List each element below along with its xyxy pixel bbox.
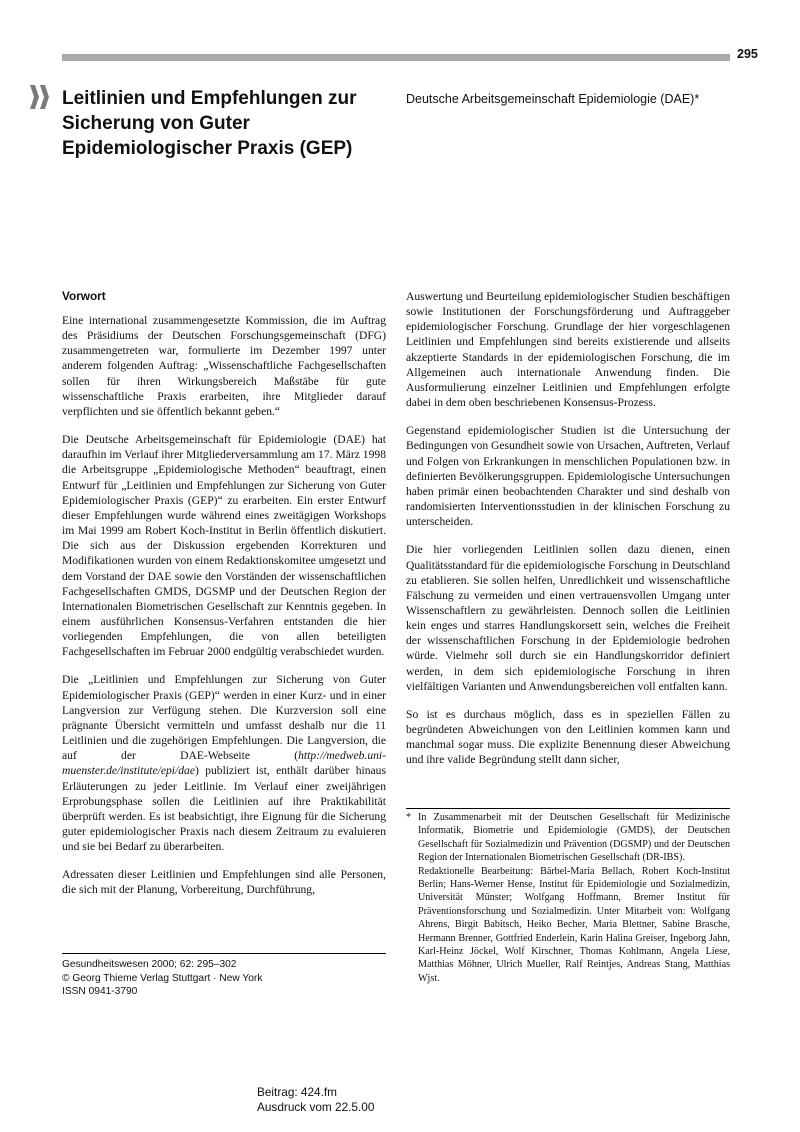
title-line-1: Leitlinien und Empfehlungen zur <box>62 88 357 109</box>
dae-website-link[interactable]: http://medweb.uni-muenster.de/institute/epi/dae <box>62 749 386 778</box>
paragraph: Die Deutsche Arbeitsgemeinschaft für Epidemiologie (DAE) hat daraufhin im Verlauf ihrer Mitgliederversammlung am 17. März 1998 die Arbeitsgruppe „Epidemiologische Methoden“ beauftragt, einen Entwurf für „Leitlinien und Empfehlungen zur Sicherung von Guter Epidemiologischer Praxis (GEP)“ zu erarbeiten. Ein erster Entwurf dieser Empfehlungen wurde während eines zweitägigen Workshops im Mai 1999 am Robert Koch-Institut in Berlin öffentlich diskutiert. Die sich aus der Diskussion ergebenden Korrekturen und Modifikationen wurden von einem Redaktionskomitee umgesetzt und dem Vorstand der DAE sowie den Vorständen der wissenschaftlichen Fachgesellschaften GMDS, DGSMP und der Deutschen Region der Internationalen Biometrischen Gesellschaft zur Kenntnis gegeben. In einem ausführlichen Konsensus-Verfahren entstanden die hier vorliegenden Empfehlungen, die von allen beteiligten Fachgesellschaften im Februar 2000 endgültig verabschiedet wurden. <box>62 433 386 659</box>
article-title <box>62 86 382 161</box>
header-rule <box>62 54 730 61</box>
print-date: Ausdruck vom 22.5.00 <box>257 1100 375 1114</box>
journal-citation: Gesundheitswesen 2000; 62: 295–302 <box>62 959 237 970</box>
paragraph: Die hier vorliegenden Leitlinien sollen dazu dienen, einen Qualitätsstandard für die epidemiologische Forschung in Deutschland zu etablieren. Sie sollen helfen, Unredlichkeit und wissenschaftliche Fälschung zu vermeiden und einen vertrauensvollen Umgang unter Wissenschaftlern zu gewährleisten. Dennoch sollen die Leitlinien kein enges und starres Handlungskorsett sein, welches die Freiheit der wissenschaftlichen Forschung in der Epidemiologie bedrohen würde. Vielmehr soll durch sie ein Handlungskorridor definiert werden, in dem sich epidemiologische Forschung in ihren vielfältigen Varianten und Anwendungsbereichen voll entfalten kann. <box>406 543 730 693</box>
page-number: 295 <box>737 47 758 61</box>
file-info <box>257 1085 374 1115</box>
right-column <box>406 289 730 781</box>
paragraph: Adressaten dieser Leitlinien und Empfehlungen sind alle Personen, die sich mit der Planung, Vorbereitung, Durchführung, <box>62 868 386 897</box>
author-line: Deutsche Arbeitsgemeinschaft Epidemiologie (DAE)* <box>406 92 700 106</box>
section-heading-vorwort: Vorwort <box>62 289 106 303</box>
title-line-3: Epidemiologischer Praxis (GEP) <box>62 138 353 159</box>
paragraph: Die „Leitlinien und Empfehlungen zur Sicherung von Guter Epidemiologischer Praxis (GEP)“ werden in einer Kurz- und in einer Langversion zur Verfügung stehen. Die Kurzversion soll eine prägnante Übersicht vermitteln und umfasst deshalb nur die 11 Leitlinien und die zugehörigen Empfehlungen. Die Langversion, die auf der DAE-Webseite (http://medweb.uni-muenster.de/institute/epi/dae) publiziert ist, enthält darüber hinaus Erläuterungen zu jeder Leitlinie. Im Verlauf einer zweijährigen Erprobungsphase sollen die Leitlinien auf ihre Praktikabilität überprüft werden. Es ist beabsichtigt, ihre Eignung für die Sicherung guter epidemiologischer Praxis nach diesem Zeitraum zu evaluieren und sie bei Bedarf zu überarbeiten. <box>62 673 386 854</box>
title-line-2: Sicherung von Guter <box>62 113 250 134</box>
paragraph: Auswertung und Beurteilung epidemiologischer Studien beschäftigen sowie Institutionen der Forschungsförderung und Auftraggeber epidemiologischer Forschung. Grundlage der hier vorgeschlagenen Leitlinien und Empfehlungen sind bereits existierende und allseits akzeptierte Standards in der epidemiologischen Forschung, die im Allgemeinen auch internationale Anwendung finden. Die Ausformulierung einzelner Leitlinien und Empfehlungen erfolgte dabei in dem oben beschriebenen Konsensus-Prozess. <box>406 290 730 410</box>
footnote-marker: * <box>406 812 412 823</box>
journal-info <box>62 953 386 999</box>
paragraph: So ist es durchaus möglich, dass es in speziellen Fällen zu begründeten Abweichungen von den Leitlinien kommen kann und manchmal sogar muss. Die explizite Benennung dieser Abweichung und ihre valide Begründung stellt dann sicher, <box>406 707 730 767</box>
left-column <box>62 289 386 911</box>
paragraph: Eine international zusammengesetzte Kommission, die im Auftrag des Präsidiums der Deutschen Forschungsgemeinschaft (DFG) zusammengetreten war, formulierte im Dezember 1997 unter anderem folgenden Auftrag: „Wissenschaftliche Fachgesellschaften sollen für ihren Wirkungsbereich Maßstäbe für gute wissenschaftliche Praxis erarbeiten, ihre Mitglieder darauf verpflichten und sie öffentlich bekannt geben.“ <box>62 314 386 418</box>
footnote <box>406 808 730 985</box>
journal-issn: ISSN 0941-3790 <box>62 986 138 997</box>
paragraph: Gegenstand epidemiologischer Studien ist die Untersuchung der Bedingungen von Gesundheit sowie von Ursachen, Auftreten, Verlauf und Folgen von Erkrankungen in menschlichen Populationen bzw. in definierten Bevölkerungsgruppen. Epidemiologische Untersuchungen haben primär einen beobachtenden Charakter und sind deshalb von randomisierten Interventionsstudien in der klinischen Forschung zu unterscheiden. <box>406 424 731 529</box>
double-chevron-icon <box>30 85 50 109</box>
journal-copyright: © Georg Thieme Verlag Stuttgart · New York <box>62 972 263 984</box>
file-name: Beitrag: 424.fm <box>257 1085 337 1099</box>
footnote-text: In Zusammenarbeit mit der Deutschen Gesellschaft für Medizinische Informatik, Biometrie und Epidemiologie (GMDS), der Deutschen Gesellschaft für Sozialmedizin und Prävention (DGSMP) und der Deutschen Region der Internationalen Biometrischen Gesellschaft (DR-IBS). <box>418 812 730 864</box>
footnote-editors: Redaktionelle Bearbeitung: Bärbel-Maria Bellach, Robert Koch-Institut Berlin; Hans-Werner Hense, Institut für Epidemiologie und Sozialmedizin, Universität Münster; Wolfgang Hoffmann, Bremer Institut für Präventionsforschung und Sozialmedizin. Unter Mitarbeit von: Wolfgang Ahrens, Birgit Babitsch, Heiko Becher, Maria Blettner, Sabine Brasche, Hermann Brenner, Gottfried Enderlein, Karin Halina Greiser, Ingeborg Jahn, Karl-Heinz Jöckel, Wolf Kirschner, Thomas Kohlmann, Angela Liese, Matthias Möhner, Ulrich Mueller, Ralf Reintjes, Andreas Stang, Matthias Wjst. <box>418 865 730 984</box>
